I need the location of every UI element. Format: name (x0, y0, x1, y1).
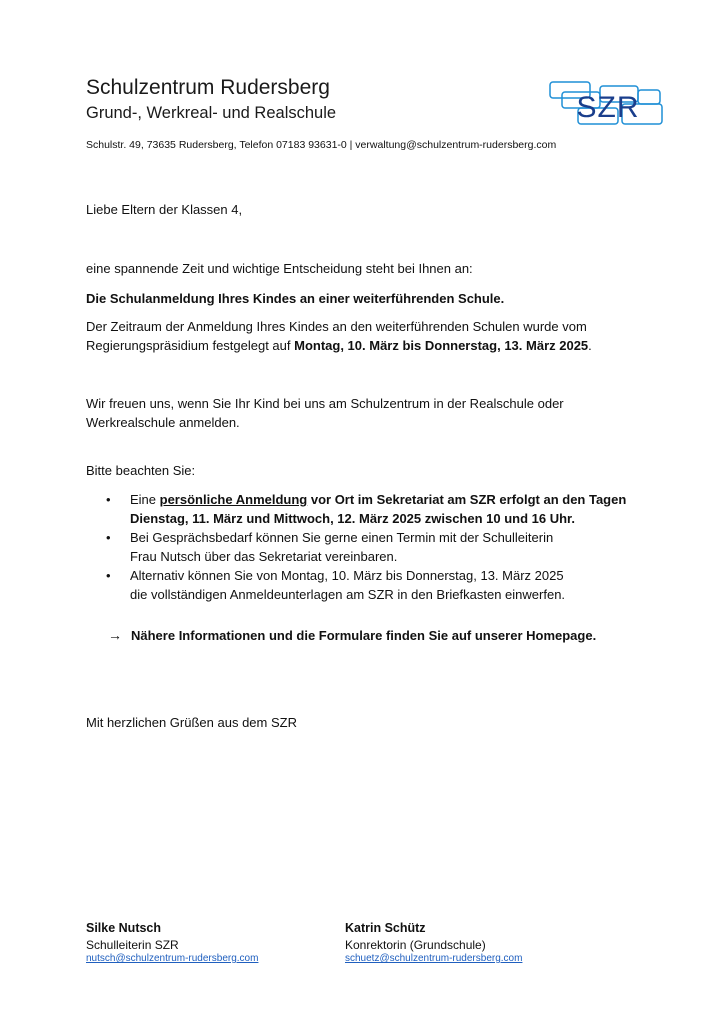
bullet-icon: • (106, 568, 111, 583)
szr-logo (548, 80, 664, 128)
bullet-text-3b: die vollständigen Anmeldeunterlagen am SZR in den Briefkasten einwerfen. (130, 587, 566, 602)
bullet-text-1a (130, 490, 626, 509)
logo-text: SZR (576, 91, 640, 124)
signature-name: Silke Nutsch (86, 921, 162, 935)
bullet-1-pre: Eine (130, 492, 160, 507)
welcome-line-2: Werkrealschule anmelden. (86, 415, 240, 430)
intro-text: eine spannende Zeit und wichtige Entscheidung steht bei Ihnen an: (86, 261, 473, 276)
address-line: Schulstr. 49, 73635 Rudersberg, Telefon 07183 93631-0 | verwaltung@schulzentrum-rudersberg.com (86, 139, 557, 151)
bullet-text-2a: Bei Gesprächsbedarf können Sie gerne einen Termin mit der Schulleiterin (130, 530, 554, 545)
bullet-1-post: vor Ort im Sekretariat am SZR erfolgt an den Tagen (307, 492, 627, 507)
signature-block (86, 921, 258, 964)
bullet-icon: • (106, 530, 111, 545)
bullet-text-2b: Frau Nutsch über das Sekretariat vereinbaren. (130, 549, 398, 564)
school-name: Schulzentrum Rudersberg (86, 76, 330, 99)
welcome-line-1: Wir freuen uns, wenn Sie Ihr Kind bei uns am Schulzentrum in der Realschule oder (86, 396, 564, 411)
note-heading: Bitte beachten Sie: (86, 463, 196, 478)
homepage-note-text: Nähere Informationen und die Formulare finden Sie auf unserer Homepage. (131, 628, 597, 643)
period-line-2 (86, 336, 592, 355)
bullet-icon: • (106, 492, 111, 507)
period-line-2-pre: Regierungspräsidium festgelegt auf (86, 338, 295, 353)
closing: Mit herzlichen Grüßen aus dem SZR (86, 715, 297, 730)
signature-email-link[interactable]: schuetz@schulzentrum-rudersberg.com (345, 953, 523, 964)
greeting: Liebe Eltern der Klassen 4, (86, 202, 243, 217)
notes-list (86, 490, 686, 610)
period-line-1: Der Zeitraum der Anmeldung Ihres Kindes an den weiterführenden Schulen wurde vom (86, 319, 587, 334)
signature-role: Konrektorin (Grundschule) (345, 938, 486, 952)
arrow-right-icon: → (108, 627, 122, 643)
topic-text: Die Schulanmeldung Ihres Kindes an einer weiterführenden Schule. (86, 291, 505, 306)
registration-dates: Montag, 10. März bis Donnerstag, 13. März 2025 (294, 338, 589, 353)
signature-email-link[interactable]: nutsch@schulzentrum-rudersberg.com (86, 953, 259, 964)
school-types: Grund-, Werkreal- und Realschule (86, 104, 337, 122)
bullet-text-1b: Dienstag, 11. März und Mittwoch, 12. März 2025 zwischen 10 und 16 Uhr. (130, 511, 576, 526)
homepage-note (0, 627, 724, 647)
period-line-2-post: . (588, 338, 592, 353)
signature-block (345, 921, 522, 964)
personal-registration-emphasis: persönliche Anmeldung (159, 492, 308, 507)
bullet-text-3a: Alternativ können Sie von Montag, 10. März bis Donnerstag, 13. März 2025 (130, 568, 564, 583)
signature-role: Schulleiterin SZR (86, 938, 179, 952)
signature-name: Katrin Schütz (345, 921, 426, 935)
